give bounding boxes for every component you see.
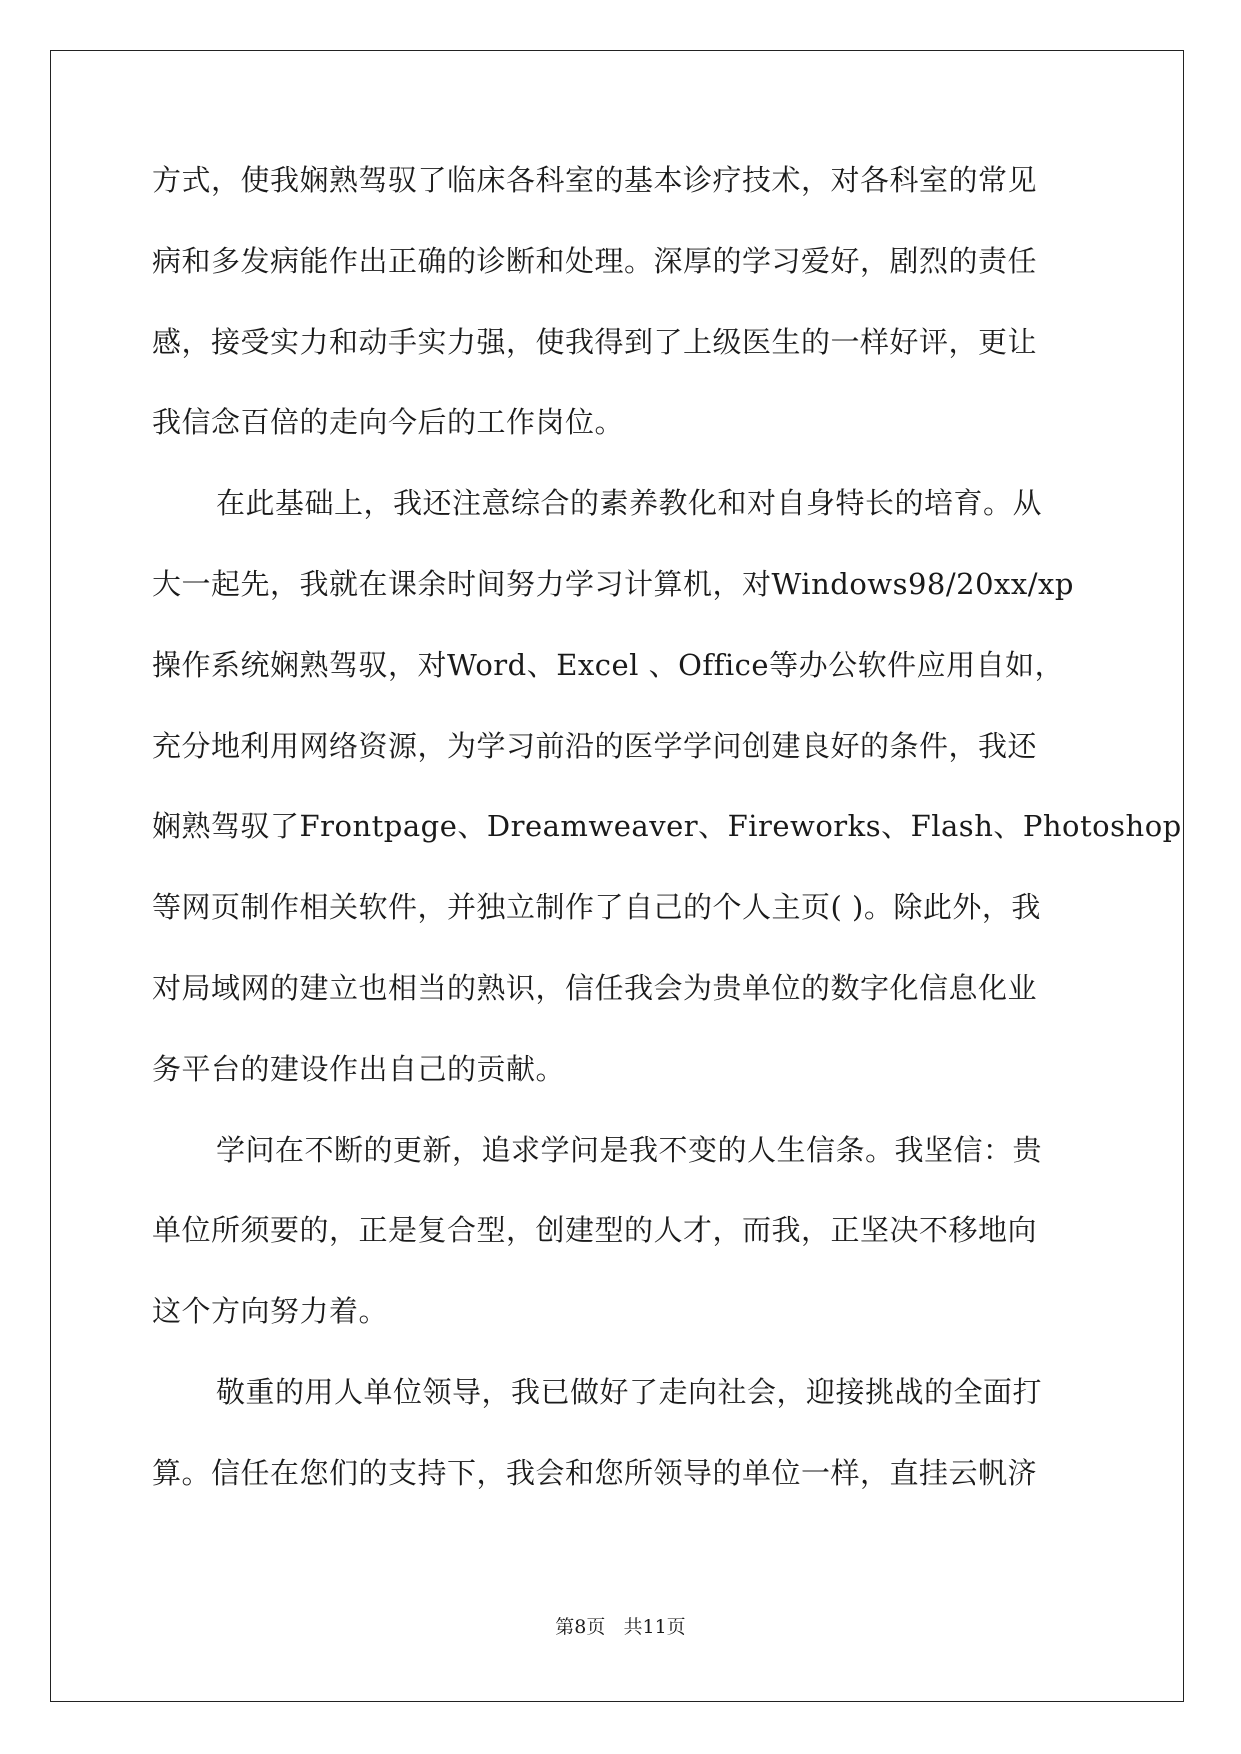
text-line: 单位所须要的，正是复合型，创建型的人才，而我，正坚决不移地向: [152, 1213, 1038, 1248]
text-line: 大一起先，我就在课余时间努力学习计算机，对Windows98/20xx/xp: [152, 566, 1074, 601]
text-line: 我信念百倍的走向今后的工作岗位。: [152, 405, 625, 440]
text-line: 方式，使我娴熟驾驭了临床各科室的基本诊疗技术，对各科室的常见: [152, 163, 1038, 197]
document-body: [152, 160, 1182, 1534]
text-line: 感，接受实力和动手实力强，使我得到了上级医生的一样好评，更让: [152, 324, 1038, 359]
text-line: 这个方向努力着。: [152, 1294, 389, 1329]
text-line: 充分地利用网络资源，为学习前沿的医学学问创建良好的条件，我还: [152, 728, 1038, 763]
text-line: 对局域网的建立也相当的熟识，信任我会为贵单位的数字化信息化业: [152, 970, 1038, 1005]
text-line: 病和多发病能作出正确的诊断和处理。深厚的学习爱好，剧烈的责任: [152, 243, 1038, 278]
text-line: 操作系统娴熟驾驭，对Word、Excel 、Office等办公软件应用自如，: [152, 647, 1065, 682]
text-line: 等网页制作相关软件，并独立制作了自己的个人主页( )。除此外，我: [152, 890, 1041, 925]
text-line: 在此基础上，我还注意综合的素养教化和对自身特长的培育。从: [216, 486, 1043, 521]
text-line: 敬重的用人单位领导，我已做好了走向社会，迎接挑战的全面打: [216, 1374, 1043, 1409]
text-line: 学问在不断的更新，追求学问是我不变的人生信条。我坚信：贵: [216, 1132, 1043, 1167]
text-line: 娴熟驾驭了Frontpage、Dreamweaver、Fireworks、Flash、Photoshop: [152, 809, 1182, 844]
text-line: 算。信任在您们的支持下，我会和您所领导的单位一样，直挂云帆济: [152, 1455, 1038, 1490]
page-number-footer: 第8页 共11页: [555, 1616, 686, 1638]
text-line: 务平台的建设作出自己的贡献。: [152, 1051, 566, 1086]
